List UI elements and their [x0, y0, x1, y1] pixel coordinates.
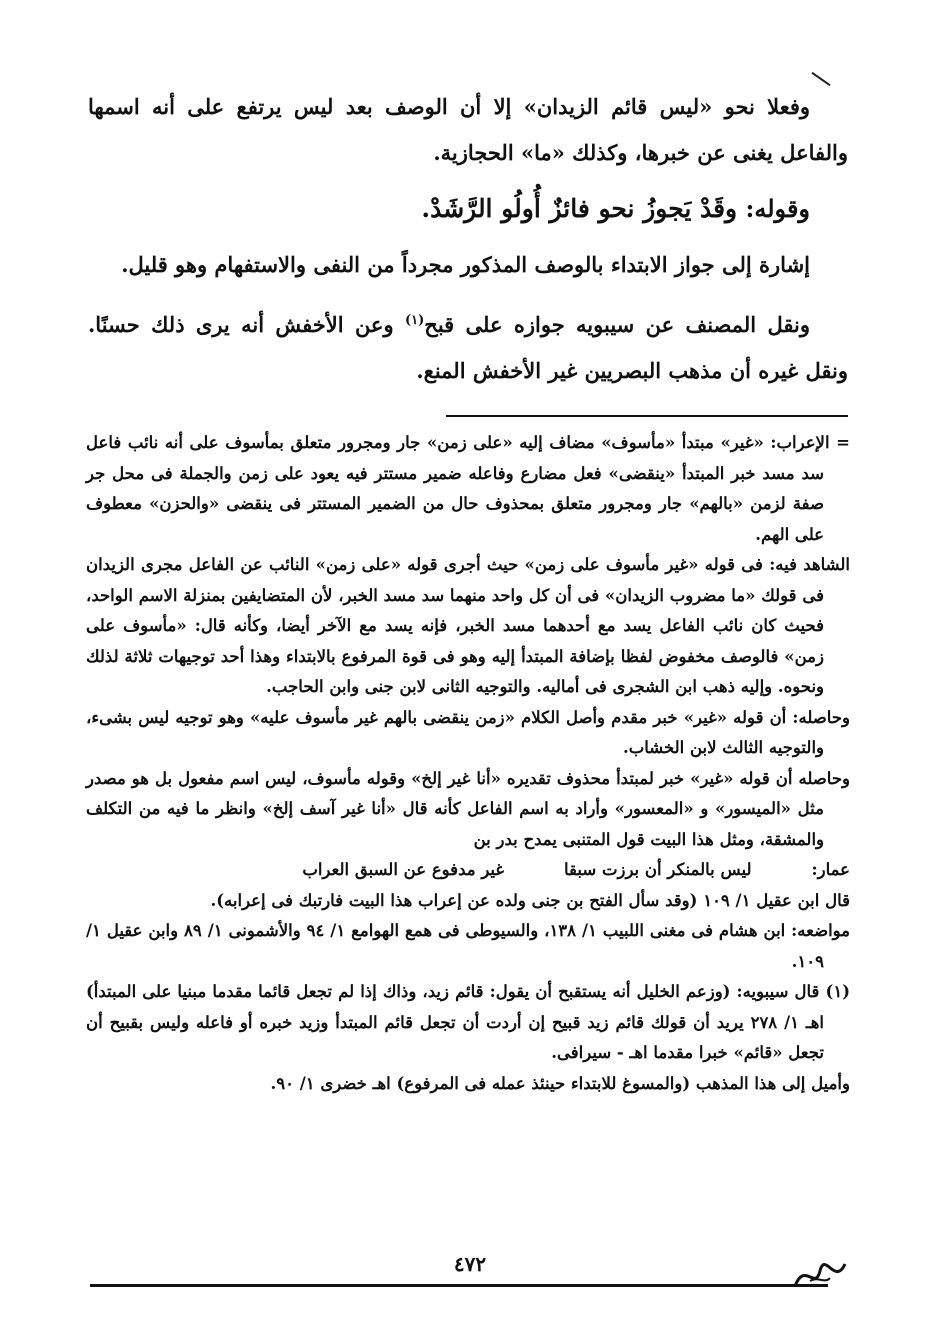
- footnotes: [86, 428, 850, 1099]
- bottom-rule: [90, 1284, 828, 1287]
- verse-lead: عمار:: [811, 860, 850, 879]
- signature-icon: [790, 1256, 850, 1296]
- main-text: [88, 84, 848, 404]
- verse-hemistich-2: غير مدفوع عن السبق العراب: [302, 860, 505, 879]
- paragraph-4-part-b: وعن الأخفش أنه يرى ذلك حسنًا. ونقل غيره أن مذهب البصريين غير الأخفش المنع.: [88, 312, 848, 383]
- paragraph-4-part-a: ونقل المصنف عن سيبويه جوازه على قبح: [424, 312, 810, 337]
- note-irab: = الإعراب: «غير» مبتدأ «مأسوف» مضاف إليه «على زمن» جار ومجرور متعلق بمأسوف على أنه نائب فاعل سد مسد خبر المبتدأ «ينقضى» فعل مضارع وفاعله ضمير مستتر فيه يعود على زمن والجملة فى محل جر صفة لزمن «بالهم» جار ومجرور متعلق بمحذوف حال من الضمير المستتر فى ينقضى «والحزن» معطوف على الهم.: [86, 433, 850, 544]
- note-verse: [86, 855, 850, 886]
- footnote-ref: (١): [404, 313, 425, 328]
- note-amil: وأميل إلى هذا المذهب (والمسوغ للابتداء حينئذ عمله فى المرفوع) اهـ خضرى ١/ ٩٠.: [270, 1073, 850, 1093]
- note-ibn-aqil: قال ابن عقيل ١/ ١٠٩ (وقد سأل الفتح بن جنى ولده عن إعراب هذا البيت فارتبك فى إعرابه).: [210, 890, 850, 910]
- footnote-1: (١) قال سيبويه: (وزعم الخليل أنه يستقبح أن يقول: قائم زيد، وذاك إذا لم تجعل قائما مقدما مبنيا على المبتدأ) اهـ ١/ ٢٧٨ يريد أن قولك قائم زيد قبيح إن أردت أن تجعل قائم المبتدأ وزيد خبره أو فاعله وليس بقبيح أن تجعل «قائم» خبرا مقدما اهـ - سيرافى.: [86, 982, 850, 1062]
- note-hasiluh-2: وحاصله أن قوله «غير» خبر لمبتدأ محذوف تقديره «أنا غير إلخ» وقوله مأسوف، ليس اسم مفعول بل هو مصدر مثل «الميسور» و «المعسور» وأراد به اسم الفاعل كأنه قال «أنا غير آسف إلخ» وانظر ما فيه من التكلف والمشقة، ومثل هذا البيت قول المتنبى يمدح بدر بن: [86, 768, 850, 849]
- paragraph-4: [88, 298, 848, 394]
- paragraph-3: إشارة إلى جواز الابتداء بالوصف المذكور مجرداً من النفى والاستفهام وهو قليل.: [121, 252, 810, 277]
- verse-hemistich-1: ليس بالمنكر أن برزت سبقا: [564, 860, 752, 879]
- paragraph-2: [88, 186, 848, 232]
- note-shahid: الشاهد فيه: فى قوله «غير مأسوف على زمن» حيث أجرى قوله «على زمن» النائب عن الفاعل مجرى الزيدان فى قولك «ما مضروب الزيدان» فى أن كل واحد منهما سد مسد الخبر، لأن المتضايفين بمنزلة الاسم الواحد، فحيث كان نائب الفاعل يسد مع أحدهما مسد الخبر، فإنه يسد مع الآخر أيضا، وكأنه قال: «مأسوف على زمن» فالوصف مخفوض لفظا بإضافة المبتدأ إليه وهو فى قوة المرفوع بالابتداء وهذا أحد توجيهات ثلاثة لذلك ونحوه. وإليه ذهب ابن الشجرى فى أماليه. والتوجيه الثانى لابن جنى وابن الحاجب.: [86, 555, 850, 696]
- note-hasiluh-1: وحاصله: أن قوله «غير» خبر مقدم وأصل الكلام «زمن ينقضى بالهم غير مأسوف عليه» وهو توجيه ليس بشىء، والتوجيه الثالث لابن الخشاب.: [86, 707, 850, 757]
- note-mawadiuh: مواضعه: ابن هشام فى مغنى اللبيب ١/ ١٣٨، والسيوطى فى همع الهوامع ١/ ٩٤ والأشمونى ١/ ٨٩ وابن عقيل ١/ ١٠٩.: [86, 921, 851, 971]
- quote-prefix: وقوله:: [745, 194, 810, 223]
- verse-quote: وقَدْ يَجوزُ نحو فائزٌ أُولُو الرَّشَدْ.: [421, 194, 738, 223]
- page-number: ٤٧٢: [453, 1252, 487, 1276]
- paragraph-1: وفعلا نحو «ليس قائم الزيدان» إلا أن الوصف بعد ليس يرتفع على أنه اسمها والفاعل يغنى عن خبرها، وكذلك «ما» الحجازية.: [88, 94, 848, 165]
- footnote-separator: [446, 415, 848, 417]
